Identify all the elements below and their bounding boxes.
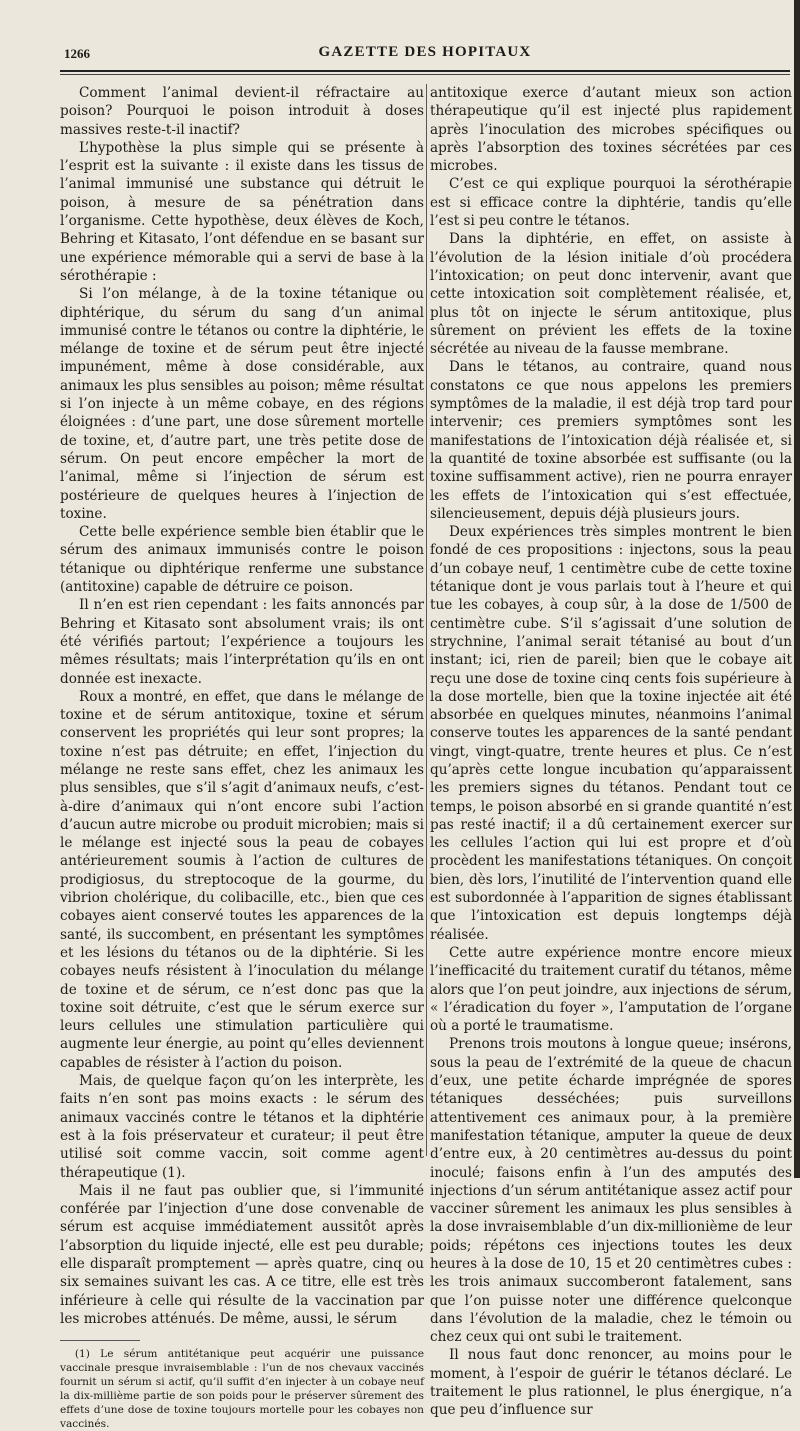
paragraph: Cette belle expérience semble bien établir que le sérum des animaux immunisés contre le poison tétanique ou diphtérique renferme une substance (antitoxine) capable de détruire ce poison. [60,524,424,596]
paragraph: Dans le tétanos, au contraire, quand nous constatons ce que nous appelons les premiers symptômes de la maladie, il est déjà trop tard pour intervenir; ces premiers symptômes sont les manifestations de l’intoxication déjà réalisée et, si la quantité de toxine absorbée est suffisante (ou la toxine suffisamment active), rien ne pourra enrayer les effets de l’intoxication qui s’est effectuée, silencieusement, depuis déjà plusieurs jours. [430,359,792,522]
paragraph: Prenons trois moutons à longue queue; insérons, sous la peau de l’extrémité de la queue de chacun d’eux, une petite écharde imprégnée de spores tétaniques desséchées; puis surveillons attentivement ces animaux pour, à la première manifestation tétanique, amputer la queue de deux d’entre eux, à 20 centimètres au-dessus du point inoculé; faisons enfin à l’un des amputés des injections d’un sérum antitétanique assez actif pour vacciner sûrement les animaux les plus sensibles à la dose invraisemblable d’un dix-millionième de leur poids; répétons ces injections toutes les deux heures à la dose de 10, 15 et 20 centimètres cubes : les trois animaux succomberont fatalement, sans que l’on puisse noter une différence quelconque dans l’évolution de la maladie, chez le témoin ou chez ceux qui ont subi le traitement. [430,1036,792,1346]
paragraph: Comment l’animal devient-il réfractaire au poison? Pourquoi le poison introduit à doses massives reste-t-il inactif? [60,85,424,138]
paragraph: Cette autre expérience montre encore mieux l’inefficacité du traitement curatif du tétanos, même alors que l’on peut joindre, aux injections de sérum, « l’éradication du foyer », l’amputation de l’organe où a porté le traumatisme. [430,944,792,1035]
paragraph: Il n’en est rien cependant : les faits annoncés par Behring et Kitasato sont absolument vrais; ils ont été vérifiés partout; l’expérience a toujours les mêmes résultats; mais l’interprétation qu’ils en ont donnée est inexacte. [60,597,424,687]
header-rule-thick [60,70,790,72]
right-column [430,84,792,1420]
paragraph: Si l’on mélange, à de la toxine tétanique ou diphtérique, du sérum du sang d’un animal immunisé contre le tétanos ou contre la diphtérie, le mélange de toxine et de sérum peut être injecté impunément, même à dose considérable, aux animaux les plus sensibles au poison; même résultat si l’on injecte à un même cobaye, en des régions éloignées : d’une part, une dose sûrement mortelle de toxine, et, d’autre part, une très petite dose de sérum. On peut encore empêcher la mort de l’animal, même si l’injection de sérum est postérieure de quelques heures à l’injection de toxine. [60,286,424,522]
column-divider [426,84,427,1156]
page-header [60,40,790,64]
paragraph: C’est ce qui explique pourquoi la sérothérapie est si efficace contre la diphtérie, tandis qu’elle l’est si peu contre le tétanos. [430,176,792,230]
paragraph: Dans la diphtérie, en effet, on assiste à l’évolution de la lésion initiale d’où procédera l’intoxication; on peut donc intervenir, avant que cette intoxication soit complètement réalisée, et, plus tôt on injecte le sérum antitoxique, plus sûrement on prévient les effets de la toxine sécrétée au niveau de la fausse membrane. [430,231,792,358]
page-number: 1266 [64,46,90,61]
paragraph: Il nous faut donc renoncer, au moins pour le moment, à l’espoir de guérir le tétanos déclaré. Le traitement le plus rationnel, le plus énergique, n’a que peu d’influence sur [430,1347,792,1419]
footnote: (1) Le sérum antitétanique peut acquérir une puissance vaccinale presque invraisemblable : l’un de nos chevaux vaccinés fournit un sérum si actif, qu’il suffit d’en injecter à un cobaye neuf la dix-millième partie de son poids pour le préserver sûrement des effets d’une dose de toxine toujours mortelle pour les cobayes non vaccinés. [60,1348,424,1431]
footnote-rule [60,1340,140,1341]
paragraph: antitoxique exerce d’autant mieux son action thérapeutique qu’il est injecté plus rapidement après l’inoculation des microbes spécifiques ou après l’absorption des toxines sécrétées par ces microbes. [430,85,792,175]
header-rule-thin [60,74,790,75]
paragraph: L’hypothèse la plus simple qui se présente à l’esprit est la suivante : il existe dans les tissus de l’animal immunisé une substance qui détruit le poison, à mesure de sa pénétration dans l’organisme. Cette hypothèse, deux élèves de Koch, Behring et Kitasato, l’ont défendue en se basant sur une expérience mémorable qui a servi de base à la sérothérapie : [60,139,424,284]
paragraph: Mais il ne faut pas oublier que, si l’immunité conférée par l’injection d’une dose convenable de sérum est acquise immédiatement aussitôt après l’absorption du liquide injecté, elle est peu durable; elle disparaît promptement — après quatre, cinq ou six semaines suivant les cas. A ce titre, elle est très inférieure à celle qui résulte de la vaccination par les microbes atténués. De même, aussi, le sérum [60,1182,424,1327]
paragraph: Roux a montré, en effet, que dans le mélange de toxine et de sérum antitoxique, toxine et sérum conservent les propriétés qui leur sont propres; la toxine n’est pas détruite; en effet, l’injection du mélange ne reste sans effet, chez les animaux les plus sensibles, que s’il s’agit d’animaux neufs, c’est-à-dire d’animaux qui n’ont encore subi l’action d’aucun autre microbe ou produit microbien; mais si le mélange est injecté sous la peau de cobayes antérieurement soumis à l’action de cultures de prodigiosus, du streptocoque de la gourme, du vibrion cholérique, du colibacille, etc., bien que ces cobayes aient conservé toutes les apparences de la santé, ils succombent, en présentant les symptômes et les lésions du tétanos ou de la diphtérie. Si les cobayes neufs résistent à l’inoculation du mélange de toxine et de sérum, ce n’est donc pas que la toxine soit détruite, c’est que le sérum exerce sur leurs cellules une stimulation particulière qui augmente leur énergie, au point qu’elles deviennent capables de résister à l’action du poison. [60,688,424,1071]
journal-title: GAZETTE DES HOPITAUX [318,44,532,60]
left-column [60,84,424,1431]
paragraph: Deux expériences très simples montrent le bien fondé de ces propositions : injectons, sous la peau d’un cobaye neuf, 1 centimètre cube de cette toxine tétanique dont je vous parlais tout à l’heure et qui tue les cobayes, à coup sûr, à la dose de 1/500 de centimètre cube. S’il s’agissait d’une solution de strychnine, l’animal serait tétanisé au bout d’un instant; ici, rien de pareil; bien que le cobaye ait reçu une dose de toxine cinq cents fois supérieure à la dose mortelle, bien que la toxine injectée ait été absorbée en quelques minutes, néanmoins l’animal conserve toutes les apparences de la santé pendant vingt, vingt-quatre, trente heures et plus. Ce n’est qu’après cette longue incubation qu’apparaissent les premiers signes du tétanos. Pendant tout ce temps, le poison absorbé en si grande quantité n’est pas resté inactif; il a dû certainement exercer sur les cellules l’action qui lui est propre et d’où procèdent les manifestations tétaniques. On conçoit bien, dès lors, l’inutilité de l’intervention quand elle est subordonnée à l’apparition de signes établissant que l’intoxication est depuis longtemps déjà réalisée. [430,524,792,943]
page-edge-shadow [794,0,800,1178]
paragraph: Mais, de quelque façon qu’on les interprète, les faits n’en sont pas moins exacts : le sérum des animaux vaccinés contre le tétanos et la diphtérie est à la fois préservateur et curateur; il peut être utilisé soit comme vaccin, soit comme agent thérapeutique (1). [60,1073,424,1181]
